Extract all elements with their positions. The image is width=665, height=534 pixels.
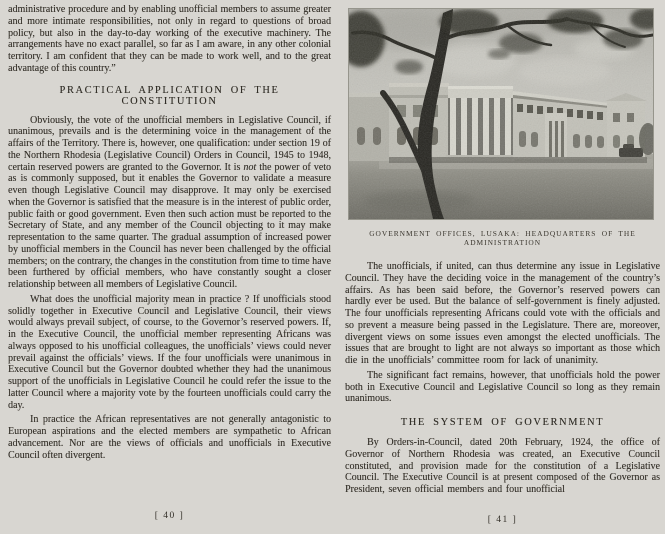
page-number-left: [ 40 ] <box>154 511 185 521</box>
paragraph-unofficials-united: The unofficials, if united, can thus determine any issue in Legislative Council. They have the deciding voice in the management of the country’s affairs. As has been said before, the Governor’s reserved powers can hardly ever be used. But the balance of self-government is finely adjusted. The four unofficials representing Africans could vote with the officials and so prevent a measure being passed in the Legislature. There are, moreover, divergent views on some issues even amongst the elected unofficials. The issues that are brought to light are not always so important as those which die in the unofficials’ committee room for lack of unanimity. <box>345 261 660 366</box>
section-heading-system-of-government: THE SYSTEM OF GOVERNMENT <box>400 417 605 428</box>
photo-illustration <box>349 9 653 219</box>
photo-government-offices-lusaka <box>348 8 654 220</box>
paragraph-unofficial-majority: What does the unofficial majority mean in practice ? If unofficials stood solidly together in Executive Council and Legislative Council, their views would always prevail subject, of course, to the Governor’s reserved powers. If, in the Executive Council, the unofficial member representing Africans was always opposed to his unofficial colleagues, the unofficials’ views could never prevail against the officials’ views. If the four unofficials were unanimous in Executive Council but the Governor doubted whether they had the unanimous support of the unofficials in Legislative Council he could refer the issue to the latter Council where a majority vote by the fourteen unofficials could carry the day. <box>8 293 331 411</box>
photo-caption: GOVERNMENT OFFICES, LUSAKA: HEADQUARTERS OF THE ADMINISTRATION <box>369 229 636 247</box>
paragraph-text: the power of veto as is commonly supposed, but it enables the Governor to validate a measure even though Legislative Council may disapprove. It may only be exercised when the Governor is satisfied that the measure is in the interest of public order, public faith or good government. Even then such action must be reported to the Secretary of State, and any member of the Council objecting to it may make representation to the same quarter. The gradual assumption of increased power by unofficial members in the Council has never been challenged by the official members; on the contrary, the changes in the constitution from time to time have been furthered by official members, who have constantly sought a closer relationship between all members of Legislative Council. <box>8 161 332 290</box>
page-number-right: [ 41 ] <box>487 515 518 525</box>
paragraph-orders-in-council: By Orders-in-Council, dated 20th February, 1924, the office of Governor of Northern Rhodesia was created, an Executive Council constituted, and provision made for the constitution of a Legislative Council. The Executive Council is at present composed of the Governor as President, seven official members and four unofficial <box>345 437 660 495</box>
paragraph-significant-fact: The significant fact remains, however, that unofficials hold the power both in Executive Council and Legislative Council so long as they remain unanimous. <box>345 369 660 405</box>
paragraph-continuation: administrative procedure and by enabling unofficial members to assume greater and more intimate responsibilities, not only in regard to questions of broad policy, but also in the day-to-day working of the executive machinery. The arrangements have no exact parallel, so far as I am aware, in any other colonial territory. I am confident that they can be made to work well, and to the great advantage of this country.” <box>8 4 331 74</box>
paragraph-text: Obviously, the vote of the unofficial members in Legislative Council, if unanimous, prevails and is the determining voice in the management of the affairs of the Territory. There is, however, one qualification: under section 19 of the Northern Rhodesia (Legislative Council) Orders in Council, 1945 to 1948, certain reserved powers are granted to the Governor. It is <box>8 114 331 173</box>
paragraph-constitution <box>8 115 331 291</box>
right-page <box>345 8 660 499</box>
section-heading-practical-application: PRACTICAL APPLICATION OF THE CONSTITUTION <box>59 84 280 107</box>
italic-word-not: not <box>243 161 257 173</box>
paragraph-african-representatives: In practice the African representatives are not generally antagonistic to European aspirations and the elected members are sympathetic to African advancement. Nor are the views of officials and unofficials in Executive Council often divergent. <box>8 414 331 461</box>
photo-grain-overlay <box>349 9 653 219</box>
left-page <box>8 4 331 464</box>
